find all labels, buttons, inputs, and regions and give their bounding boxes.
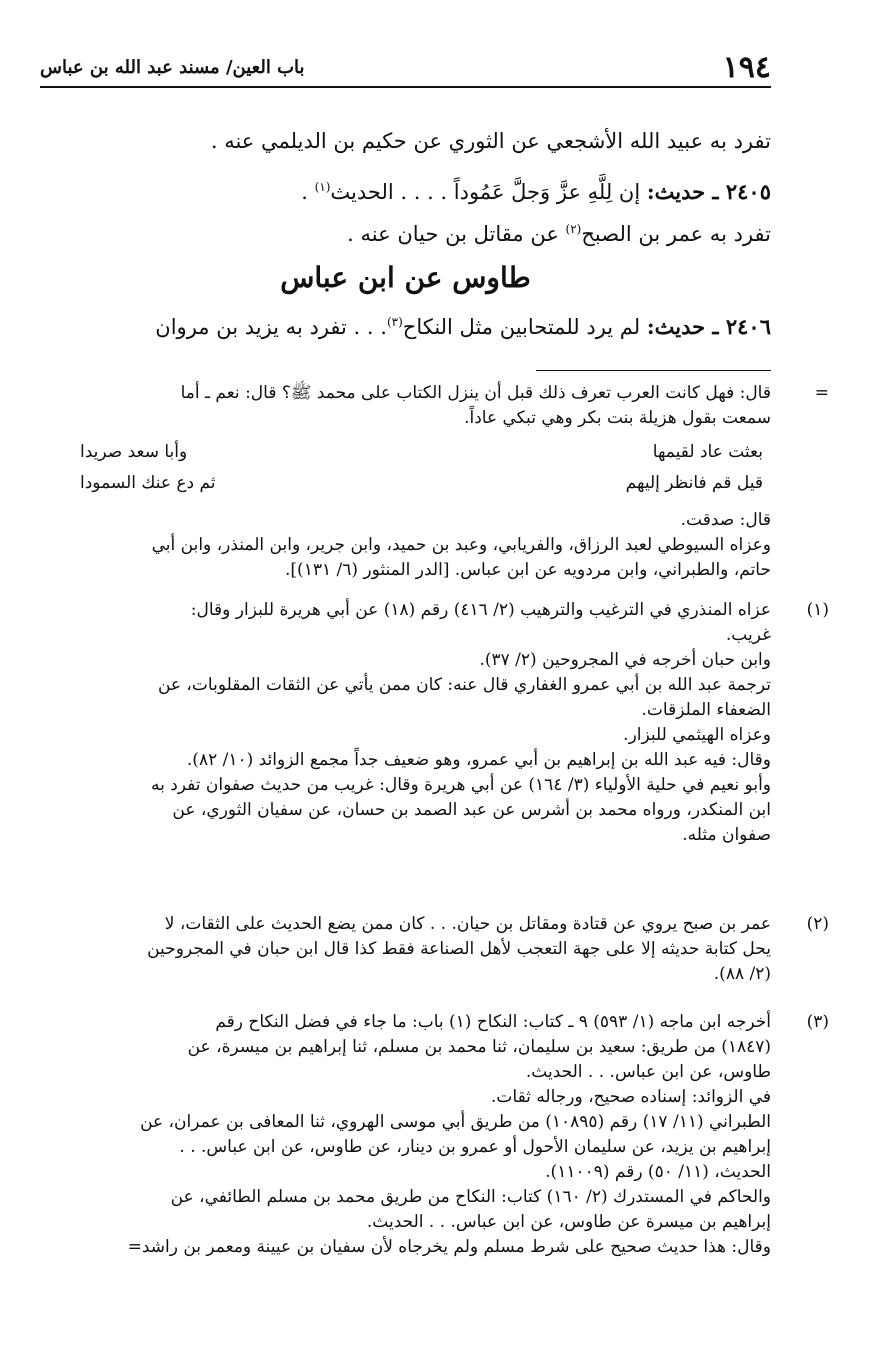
footnote-separator [536,370,771,371]
hadith-2405-text: إن لِلَّهِ عزَّ وَجلَّ عَمُوداً . . . . الحديث [330,180,647,204]
footnote-continuation-2 [18,508,771,583]
main-line-3 [40,212,771,251]
footnote-ref-1[interactable]: (١) [314,180,331,194]
footnote-line: يحل كتابة حديثه إلا على جهة التعجب لأهل الصناعة فقط كذا قال ابن حبان في المجروحين [147,939,771,959]
hadith-2406-end: . . . تفرد به يزيد بن مروان [155,315,387,339]
main-line-1: تفرد به عبيد الله الأشجعي عن الثوري عن حكيم بن الديلمي عنه . [210,129,771,153]
hadith-2405-end: . [301,180,315,204]
footnote-3 [18,1010,829,1260]
footnote-line: وابن حبان أخرجه في المجروحين (٢/ ٣٧). [479,650,771,670]
footnote-line: وقال: هذا حديث صحيح على شرط مسلم ولم يخرجاه لأن سفيان بن عيينة ومعمر بن راشد= [127,1237,771,1257]
footnote-line: ابن المنكدر، ورواه محمد بن أشرس عن عبد الصمد بن حسان، عن سفيان الثوري، عن [172,800,771,820]
footnote-line: وأبو نعيم في حلية الأولياء (٣/ ١٦٤) عن أبي هريرة وقال: غريب من حديث صفوان تفرد به [150,775,771,795]
hadith-2406 [40,305,771,344]
footnote-line: طاوس، عن ابن عباس. . . الحديث. [525,1062,771,1082]
main-line-3-a: تفرد به عمر بن الصبح [581,222,771,246]
footnote-2-number: (٢) [806,914,829,934]
footnote-line: صفوان مثله. [682,825,771,845]
poem-verse [80,437,763,468]
footnote-line: والحاكم في المستدرك (٢/ ١٦٠) كتاب: النكاح من طريق محمد بن مسلم الطائفي، عن [170,1187,771,1207]
running-title: باب العين/ مسند عبد الله بن عباس [40,57,305,78]
poem-verse [80,468,763,499]
footnote-line: أخرجه ابن ماجه (١/ ٥٩٣) ٩ ـ كتاب: النكاح (١) باب: ما جاء في فضل النكاح رقم [215,1012,771,1032]
footnote-line: حاتم، والطبراني، وابن مردويه عن ابن عباس. [الدر المنثور (٦/ ١٣١)]. [285,560,771,580]
hadith-2406-label: ٢٤٠٦ ـ حديث: [646,314,771,339]
footnote-line: إبراهيم بن يزيد، عن سليمان الأحول أو عمرو بن دينار، عن طاوس، عن ابن عباس. . . [179,1137,771,1157]
hadith-2405-label: ٢٤٠٥ ـ حديث: [646,179,771,204]
footnote-line: وعزاه السيوطي لعبد الرزاق، والفريابي، وعبد بن حميد، وابن جرير، وابن المنذر، وابن أبي [151,535,771,555]
footnote-line: الطبراني (١١/ ١٧) رقم (١٠٨٩٥) من طريق أبي موسى الهروي، ثنا المعافى بن عمران، عن [140,1112,771,1132]
footnote-line: (٢/ ٨٨). [713,964,771,984]
footnote-line: ترجمة عبد الله بن أبي عمرو الغفاري قال عنه: كان ممن يأتي عن الثقات المقلوبات، عن [157,675,771,695]
main-line-3-b: عن مقاتل بن حيان عنه . [347,222,566,246]
section-title: طاوس عن ابن عباس [280,261,531,294]
footnote-line: وعزاه الهيثمي للبزار. [623,725,771,745]
footnote-line: الحديث، (١١/ ٥٠) رقم (١١٠٠٩). [545,1162,771,1182]
footnote-line: (١٨٤٧) من طريق: سعيد بن سليمان، ثنا محمد بن مسلم، ثنا إبراهيم بن ميسرة، عن [187,1037,771,1057]
footnote-1-number: (١) [806,600,829,620]
footnote-line: الضعفاء الملزقات. [641,700,771,720]
footnote-continuation [18,381,829,431]
footnote-ref-2[interactable]: (٢) [565,222,582,236]
footnote-line: إبراهيم بن ميسرة عن طاوس، عن ابن عباس. . . الحديث. [366,1212,771,1232]
footnote-line: سمعت بقول هزيلة بنت بكر وهي تبكي عاداً. [464,408,771,428]
page-number: ١٩٤ [722,50,771,85]
footnote-line: وقال: فيه عبد الله بن إبراهيم بن أبي عمرو، وهو ضعيف جداً مجمع الزوائد (١٠/ ٨٢). [186,750,771,770]
footnote-2 [18,912,829,987]
hadith-2406-text: لم يرد للمتحابين مثل النكاح [402,315,647,339]
footnote-line: قال: صدقت. [680,510,771,530]
footnote-line: غريب. [725,625,771,645]
poem-hemistich: ثم دع عنك السمودا [80,473,216,493]
footnote-line: عزاه المنذري في الترغيب والترهيب (٢/ ٤١٦) رقم (١٨) عن أبي هريرة للبزار وقال: [190,600,771,620]
poem-hemistich: قيل قم فانظر إليهم [625,473,763,493]
footnote-ref-3[interactable]: (٣) [386,315,403,329]
footnote-line: عمر بن صبح يروي عن قتادة ومقاتل بن حيان. . . كان ممن يضع الحديث على الثقات، لا [164,914,771,934]
continuation-mark: = [814,383,829,403]
footnote-line: في الزوائد: إسناده صحيح، ورجاله ثقات. [491,1087,771,1107]
page-header [40,50,771,88]
footnote-line: قال: فهل كانت العرب تعرف ذلك قبل أن ينزل الكتاب على محمد ﷺ؟ قال: نعم ـ أما [180,383,771,403]
footnote-1 [18,598,829,848]
poem-hemistich: بعثت عاد لقيمها [652,442,763,462]
poem-hemistich: وأبا سعد صريدا [80,442,188,462]
footnote-3-number: (٣) [806,1012,829,1032]
hadith-2405 [40,170,771,209]
poem [80,437,763,499]
